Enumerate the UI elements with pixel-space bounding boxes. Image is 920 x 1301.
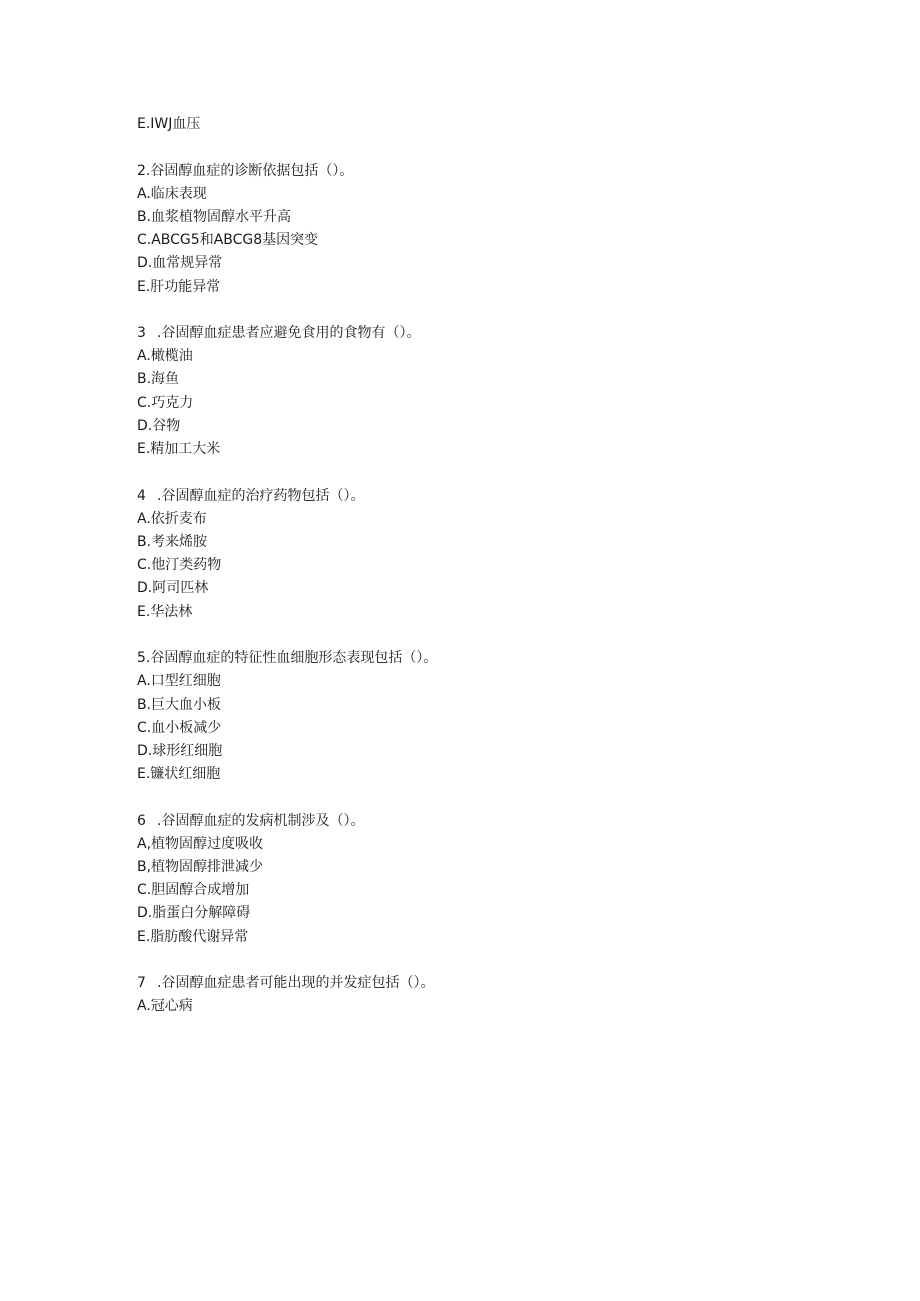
question-4 — [137, 485, 837, 624]
option-d: D.球形红细胞 — [137, 742, 223, 759]
spacer — [137, 786, 837, 809]
question-7 — [137, 972, 837, 1018]
option-c: C.胆固醇合成增加 — [137, 882, 250, 899]
question-stem — [137, 322, 837, 345]
question-3 — [137, 322, 837, 461]
question-text: .谷固醇血症患者应避免食用的食物有（）。 — [157, 325, 421, 342]
question-5 — [137, 647, 837, 786]
option-d: D.脂蛋白分解障碍 — [137, 905, 251, 922]
spacer — [137, 299, 837, 322]
question-number: 6 — [137, 812, 146, 829]
question-number: 4 — [137, 487, 146, 504]
option-c: C.他汀类药物 — [137, 557, 222, 574]
question-text: .谷固醇血症的治疗药物包括（）。 — [157, 487, 365, 504]
option-e: E.肝功能异常 — [137, 278, 221, 295]
lead-option: E.IWJ血压 — [137, 116, 201, 132]
option-b: B.海鱼 — [137, 371, 180, 388]
question-2 — [137, 160, 837, 299]
option-a: A.口型红细胞 — [137, 673, 221, 690]
option-d: D.谷物 — [137, 417, 181, 434]
option-e: E.镰状红细胞 — [137, 766, 221, 783]
option-c: C.ABCG5和ABCG8基因突变 — [137, 232, 319, 249]
question-stem — [137, 972, 837, 995]
spacer — [137, 624, 837, 647]
option-a: A.冠心病 — [137, 998, 193, 1015]
option-e: E.精加工大米 — [137, 441, 221, 458]
question-number: 2. — [137, 162, 151, 179]
option-c: C.血小板减少 — [137, 719, 222, 736]
question-text: 谷固醇血症的特征性血细胞形态表现包括（）。 — [150, 650, 438, 667]
spacer — [137, 949, 837, 972]
question-stem — [137, 810, 837, 833]
option-b: B.巨大血小板 — [137, 696, 222, 713]
question-text: .谷固醇血症的发病机制涉及（）。 — [157, 812, 365, 829]
option-a: A,植物固醇过度吸收 — [137, 835, 264, 852]
spacer — [137, 136, 837, 159]
question-6 — [137, 810, 837, 949]
question-stem — [137, 160, 837, 183]
question-number: 3 — [137, 325, 146, 342]
option-c: C.巧克力 — [137, 394, 194, 411]
option-b: B.考来烯胺 — [137, 533, 208, 550]
question-stem — [137, 647, 837, 670]
question-number: 5. — [137, 650, 151, 667]
option-a: A.临床表现 — [137, 185, 207, 202]
option-e: E.华法林 — [137, 603, 193, 620]
spacer — [137, 461, 837, 484]
document-page — [137, 113, 837, 1019]
option-a: A.依折麦布 — [137, 510, 207, 527]
question-number: 7 — [137, 975, 146, 992]
option-b: B.血浆植物固醇水平升高 — [137, 208, 292, 225]
question-text: 谷固醇血症的诊断依据包括（）。 — [150, 162, 354, 179]
question-text: .谷固醇血症患者可能出现的并发症包括（）。 — [157, 975, 435, 992]
option-e: E.脂肪酸代谢异常 — [137, 928, 249, 945]
question-stem — [137, 485, 837, 508]
option-d: D.血常规异常 — [137, 255, 223, 272]
option-a: A.橄榄油 — [137, 348, 193, 365]
option-d: D.阿司匹林 — [137, 580, 209, 597]
option-b: B,植物固醇排泄减少 — [137, 859, 264, 876]
